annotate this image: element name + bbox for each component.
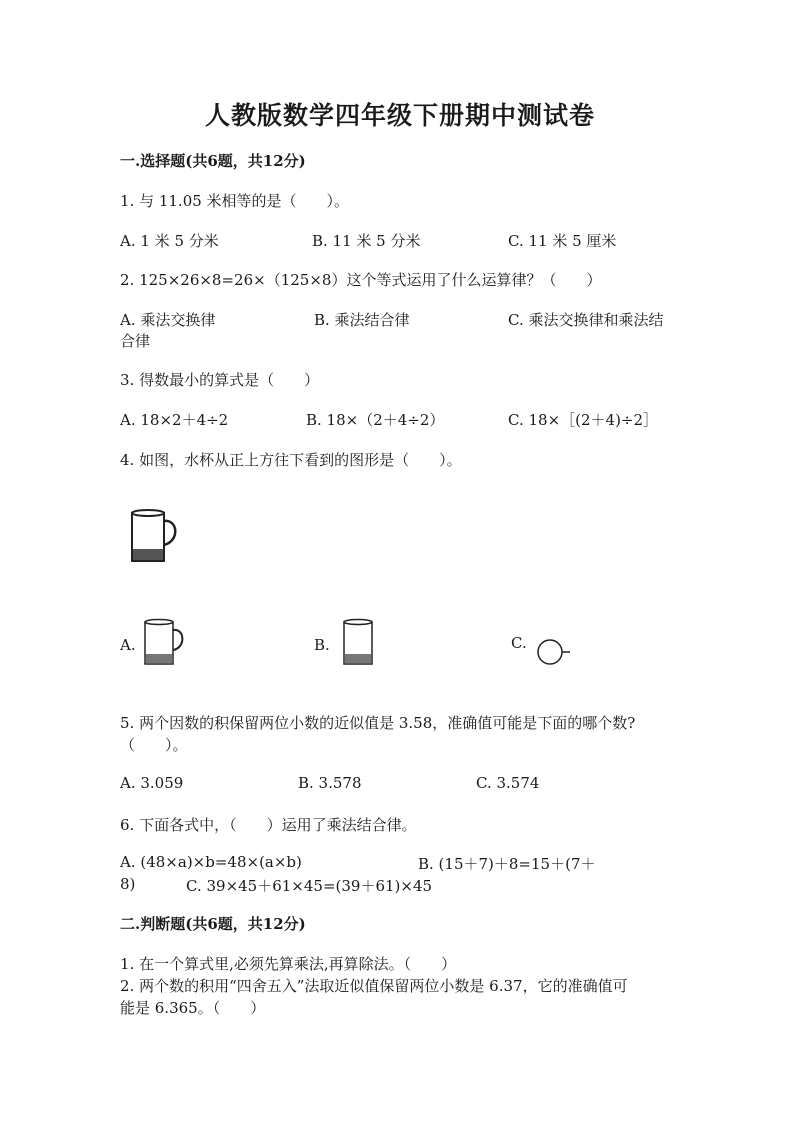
q5-option-b[interactable]: B. 3.578 — [298, 774, 362, 792]
question-2: 2. 125×26×8=26×（125×8）这个等式运用了什么运算律？（ ） — [120, 271, 602, 289]
q4-option-a[interactable]: A. — [120, 636, 136, 654]
q6-option-a[interactable]: A. (48×a)×b=48×(a×b) — [120, 853, 302, 871]
q6-option-b-wrap: 8) — [120, 875, 136, 893]
question-3: 3. 得数最小的算式是（ ） — [120, 371, 320, 389]
q1-option-b[interactable]: B. 11 米 5 分米 — [312, 232, 421, 250]
q3-option-a[interactable]: A. 18×2＋4÷2 — [120, 411, 229, 429]
circle-top-view-icon[interactable] — [536, 638, 576, 666]
q4-option-b[interactable]: B. — [314, 636, 330, 654]
mug-icon — [128, 505, 184, 567]
q5-option-c[interactable]: C. 3.574 — [476, 774, 540, 792]
judgment-question-2-cont: 能是 6.365。（ ） — [120, 999, 266, 1017]
cup-front-icon[interactable] — [341, 616, 375, 668]
q3-option-c[interactable]: C. 18×［(2＋4)÷2］ — [508, 411, 659, 429]
q1-option-a[interactable]: A. 1 米 5 分米 — [120, 232, 219, 250]
q1-option-c[interactable]: C. 11 米 5 厘米 — [508, 232, 617, 250]
question-6: 6. 下面各式中，（ ）运用了乘法结合律。 — [120, 816, 417, 834]
question-4: 4. 如图，水杯从正上方往下看到的图形是（ ）。 — [120, 451, 462, 469]
section-heading-choice: 一.选择题(共6题，共12分) — [120, 152, 306, 170]
judgment-question-1: 1. 在一个算式里,必须先算乘法,再算除法。（ ） — [120, 955, 457, 973]
question-5-cont: （ ）。 — [120, 736, 188, 754]
section-heading-judgment: 二.判断题(共6题，共12分) — [120, 915, 306, 933]
q2-option-b[interactable]: B. 乘法结合律 — [314, 311, 410, 329]
q2-option-c[interactable]: C. 乘法交换律和乘法结 — [508, 311, 664, 329]
q6-option-b[interactable]: B. (15＋7)＋8=15＋(7＋ — [418, 855, 596, 873]
q5-option-a[interactable]: A. 3.059 — [120, 774, 184, 792]
q4-option-c[interactable]: C. — [511, 634, 527, 652]
q2-option-a[interactable]: A. 乘法交换律 — [120, 311, 216, 329]
question-1: 1. 与 11.05 米相等的是（ ）。 — [120, 192, 350, 210]
q2-option-c-wrap: 合律 — [120, 332, 151, 350]
page-title: 人教版数学四年级下册期中测试卷 — [204, 101, 595, 130]
judgment-question-2: 2. 两个数的积用“四舍五入”法取近似值保留两位小数是 6.37，它的准确值可 — [120, 977, 628, 995]
q6-option-c[interactable]: C. 39×45＋61×45=(39＋61)×45 — [186, 877, 433, 895]
q3-option-b[interactable]: B. 18×（2＋4÷2） — [306, 411, 445, 429]
question-5: 5. 两个因数的积保留两位小数的近似值是 3.58，准确值可能是下面的哪个数? — [120, 714, 636, 732]
mug-side-icon[interactable] — [142, 616, 188, 668]
